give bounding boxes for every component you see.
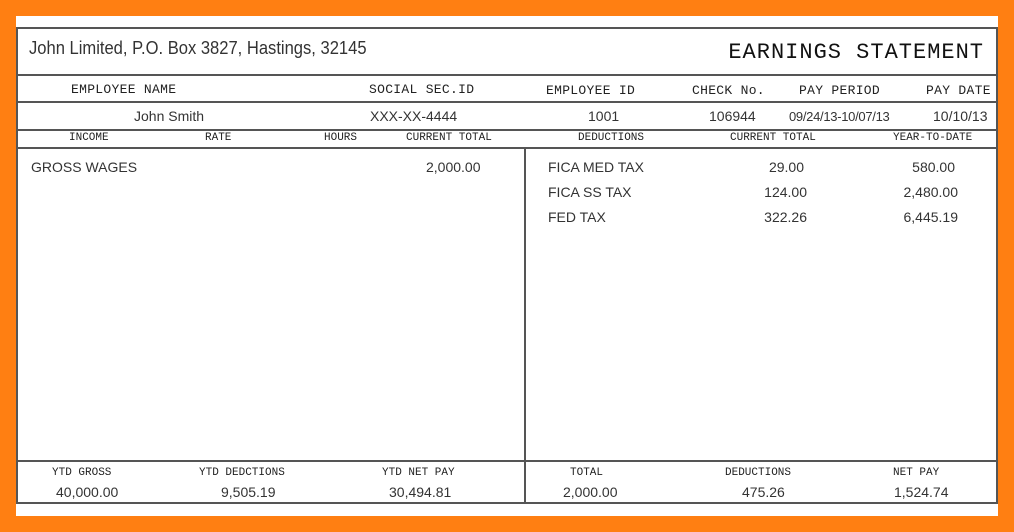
current-total-header: CURRENT TOTAL <box>406 132 492 144</box>
ytd-gross-label: YTD GROSS <box>52 467 112 479</box>
rule-summary <box>18 460 996 462</box>
deductions-header: DEDUCTIONS <box>578 132 645 144</box>
employee-id-label: EMPLOYEE ID <box>546 83 636 98</box>
employee-id-value: 1001 <box>588 108 620 124</box>
total-value: 2,000.00 <box>563 484 618 500</box>
ytd-net-pay-label: YTD NET PAY <box>382 467 455 479</box>
total-label: TOTAL <box>570 467 604 479</box>
deductions-current-total-header: CURRENT TOTAL <box>730 132 816 144</box>
income-row-name: GROSS WAGES <box>31 159 138 175</box>
deduction-row-name: FICA MED TAX <box>548 159 644 175</box>
ssn-label: SOCIAL SEC.ID <box>369 82 475 97</box>
deduction-row-ytd: 580.00 <box>912 159 955 175</box>
deduction-row-current: 124.00 <box>764 184 807 200</box>
column-divider <box>524 147 526 502</box>
ytd-deductions-label: YTD DEDCTIONS <box>199 467 285 479</box>
deduction-row-current: 29.00 <box>768 159 804 175</box>
net-pay-value: 1,524.74 <box>894 484 949 500</box>
ytd-deductions-value: 9,505.19 <box>221 484 276 500</box>
income-header: INCOME <box>69 132 109 144</box>
year-to-date-header: YEAR-TO-DATE <box>893 132 973 144</box>
check-number-value: 106944 <box>709 108 756 124</box>
company-address: John Limited, P.O. Box 3827, Hastings, 32145 <box>29 38 367 58</box>
rule-header <box>18 74 996 76</box>
deduction-row-name: FED TAX <box>548 209 606 225</box>
rule-employee-labels <box>18 101 996 103</box>
deduction-row-name: FICA SS TAX <box>548 184 632 200</box>
income-row-current: 2,000.00 <box>426 159 481 175</box>
rule-employee-values <box>18 129 996 131</box>
ytd-gross-value: 40,000.00 <box>56 484 119 500</box>
ytd-net-pay-value: 30,494.81 <box>389 484 452 500</box>
rate-header: RATE <box>205 132 232 144</box>
net-pay-label: NET PAY <box>893 467 940 479</box>
deduction-row-ytd: 2,480.00 <box>903 184 958 200</box>
ssn-value: XXX-XX-4444 <box>370 108 458 124</box>
hours-header: HOURS <box>324 132 358 144</box>
pay-period-value: 09/24/13-10/07/13 <box>789 109 890 124</box>
deduction-row-current: 322.26 <box>764 209 807 225</box>
pay-period-label: PAY PERIOD <box>799 83 881 98</box>
deductions-total-label: DEDUCTIONS <box>725 467 792 479</box>
statement-title: EARNINGS STATEMENT <box>728 40 984 65</box>
employee-name-value: John Smith <box>134 108 205 124</box>
earnings-statement <box>16 27 998 504</box>
check-number-label: CHECK No. <box>692 83 765 98</box>
deductions-total-value: 475.26 <box>742 484 785 500</box>
pay-date-value: 10/10/13 <box>933 108 988 124</box>
rule-column-headers <box>18 147 996 149</box>
pay-date-label: PAY DATE <box>926 83 991 98</box>
deduction-row-ytd: 6,445.19 <box>903 209 958 225</box>
employee-name-label: EMPLOYEE NAME <box>71 82 177 97</box>
